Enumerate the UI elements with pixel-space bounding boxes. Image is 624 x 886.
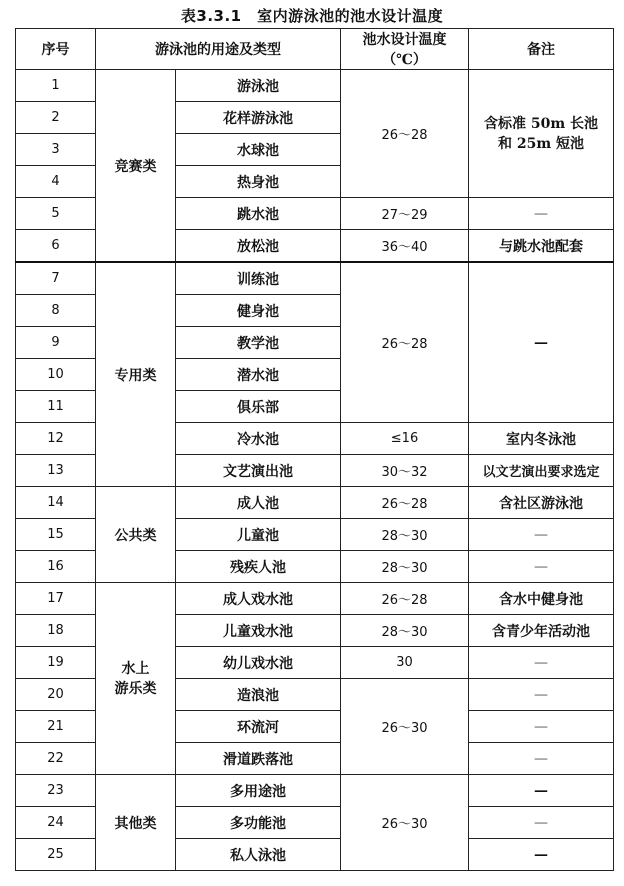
pool-name: 残疾人池: [176, 551, 341, 583]
pool-name: 滑道跌落池: [176, 743, 341, 775]
pool-name: 训练池: [176, 262, 341, 295]
row-no: 15: [16, 519, 96, 551]
temp-value: 26～28: [341, 262, 469, 423]
pool-name: 幼儿戏水池: [176, 647, 341, 679]
header-note: 备注: [469, 29, 614, 70]
pool-name: 造浪池: [176, 679, 341, 711]
header-temp: [341, 29, 469, 70]
table-row: [16, 775, 614, 807]
pool-name: 教学池: [176, 327, 341, 359]
row-no: 17: [16, 583, 96, 615]
row-no: 18: [16, 615, 96, 647]
pool-name: 水球池: [176, 134, 341, 166]
row-no: 24: [16, 807, 96, 839]
temp-value: 28～30: [341, 519, 469, 551]
pool-temperature-table: [15, 28, 614, 871]
row-no: 25: [16, 839, 96, 871]
pool-name: 跳水池: [176, 198, 341, 230]
row-no: 6: [16, 230, 96, 263]
note-value: —: [469, 679, 614, 711]
temp-value: 36～40: [341, 230, 469, 263]
note-value: —: [469, 807, 614, 839]
pool-name: 多功能池: [176, 807, 341, 839]
pool-name: 潜水池: [176, 359, 341, 391]
pool-name: 儿童戏水池: [176, 615, 341, 647]
note-value: 与跳水池配套: [469, 230, 614, 263]
temp-value: 30～32: [341, 455, 469, 487]
row-no: 13: [16, 455, 96, 487]
note-value: —: [469, 198, 614, 230]
note-value: 含社区游泳池: [469, 487, 614, 519]
note-value: —: [469, 839, 614, 871]
row-no: 2: [16, 102, 96, 134]
pool-name: 放松池: [176, 230, 341, 263]
category-special: 专用类: [96, 262, 176, 487]
row-no: 21: [16, 711, 96, 743]
category-water-park: 水上 游乐类: [96, 583, 176, 775]
pool-name: 俱乐部: [176, 391, 341, 423]
table-row: [16, 487, 614, 519]
note-value: 以文艺演出要求选定: [469, 455, 614, 487]
temp-value: 26～28: [341, 487, 469, 519]
note-value: 含标准 50m 长池 和 25m 短池: [469, 70, 614, 198]
row-no: 14: [16, 487, 96, 519]
table-row: [16, 583, 614, 615]
row-no: 23: [16, 775, 96, 807]
category-other: 其他类: [96, 775, 176, 871]
note-value: —: [469, 743, 614, 775]
row-no: 20: [16, 679, 96, 711]
temp-value: 28～30: [341, 551, 469, 583]
pool-name: 热身池: [176, 166, 341, 198]
pool-name: 健身池: [176, 295, 341, 327]
temp-value: 26～30: [341, 775, 469, 871]
row-no: 4: [16, 166, 96, 198]
header-temp-label: 池水设计温度: [362, 32, 447, 48]
pool-name: 成人池: [176, 487, 341, 519]
row-no: 11: [16, 391, 96, 423]
header-no: 序号: [16, 29, 96, 70]
category-public: 公共类: [96, 487, 176, 583]
category-competition: 竞赛类: [96, 70, 176, 263]
pool-name: 花样游泳池: [176, 102, 341, 134]
pool-name: 冷水池: [176, 423, 341, 455]
row-no: 3: [16, 134, 96, 166]
temp-value: 30: [341, 647, 469, 679]
row-no: 8: [16, 295, 96, 327]
row-no: 12: [16, 423, 96, 455]
note-value: —: [469, 519, 614, 551]
row-no: 16: [16, 551, 96, 583]
temp-value: ≤16: [341, 423, 469, 455]
pool-name: 私人泳池: [176, 839, 341, 871]
table-title: 表3.3.1 室内游泳池的池水设计温度: [180, 7, 444, 25]
row-no: 9: [16, 327, 96, 359]
pool-name: 成人戏水池: [176, 583, 341, 615]
header-type: 游泳池的用途及类型: [96, 29, 341, 70]
table-row: [16, 262, 614, 295]
temp-value: 26～28: [341, 583, 469, 615]
table-row: [16, 70, 614, 102]
pool-name: 游泳池: [176, 70, 341, 102]
row-no: 10: [16, 359, 96, 391]
note-value: —: [469, 711, 614, 743]
temp-value: 28～30: [341, 615, 469, 647]
header-row: [16, 29, 614, 70]
pool-name: 多用途池: [176, 775, 341, 807]
row-no: 22: [16, 743, 96, 775]
pool-name: 儿童池: [176, 519, 341, 551]
pool-name: 环流河: [176, 711, 341, 743]
note-value: —: [469, 262, 614, 423]
row-no: 1: [16, 70, 96, 102]
note-value: 含青少年活动池: [469, 615, 614, 647]
pool-name: 文艺演出池: [176, 455, 341, 487]
temp-value: 26～30: [341, 679, 469, 775]
note-value: 含水中健身池: [469, 583, 614, 615]
row-no: 5: [16, 198, 96, 230]
note-value: —: [469, 551, 614, 583]
note-value: —: [469, 647, 614, 679]
temp-value: 27～29: [341, 198, 469, 230]
row-no: 19: [16, 647, 96, 679]
note-value: 室内冬泳池: [469, 423, 614, 455]
row-no: 7: [16, 262, 96, 295]
temp-value: 26～28: [341, 70, 469, 198]
header-temp-unit: （℃）: [382, 52, 427, 68]
note-value: —: [469, 775, 614, 807]
